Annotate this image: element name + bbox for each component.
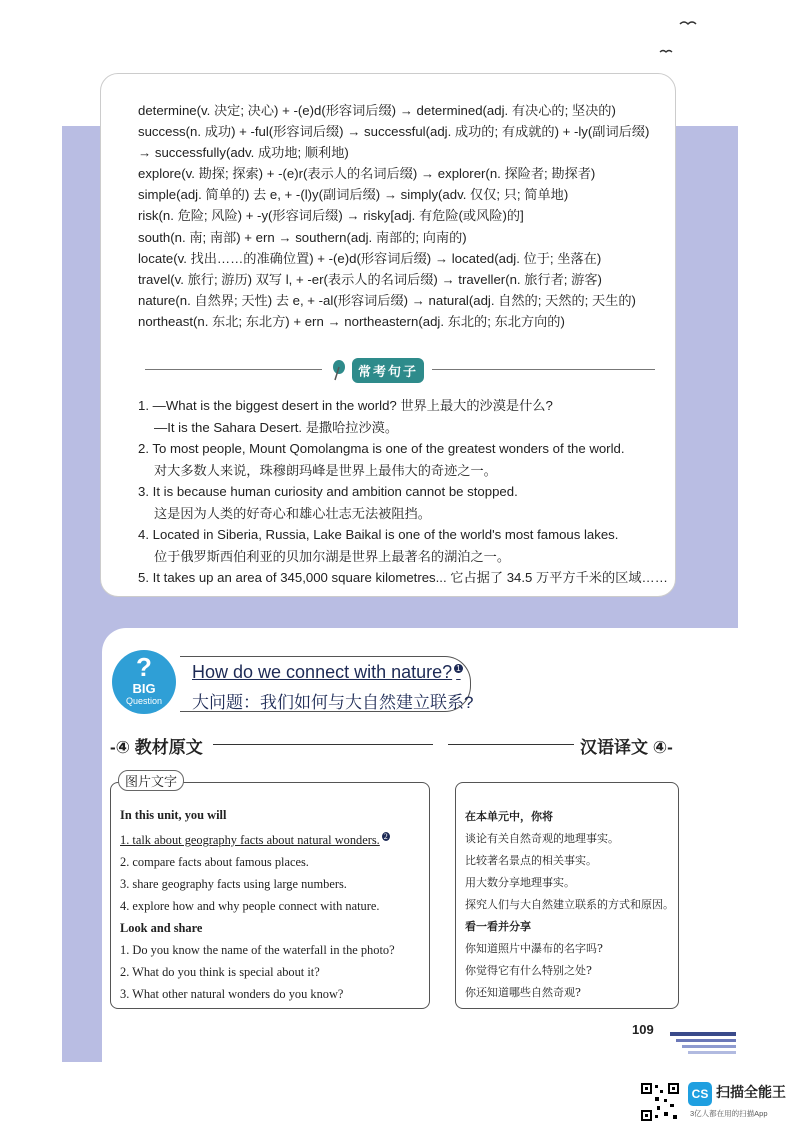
- vocab-line: south(n. 南; 南部) + ern → southern(adj. 南部的; 向南的): [138, 229, 467, 245]
- sentence-zh: 对大多数人来说，珠穆朗玛峰是世界上最伟大的奇迹之一。: [154, 462, 497, 478]
- original-text: [120, 804, 430, 1005]
- translation-line: 谈论有关自然奇观的地理事实。: [465, 832, 619, 845]
- translation-line: 用大数分享地理事实。: [465, 876, 575, 889]
- sentence-en: 3. It is because human curiosity and ambition cannot be stopped.: [138, 484, 518, 499]
- sentence-zh: —It is the Sahara Desert. 是撒哈拉沙漠。: [154, 419, 399, 435]
- vocab-line: locate(v. 找出……的准确位置) + -(e)d(形容词后缀) → located(adj. 位于; 坐落在): [138, 250, 602, 266]
- sentence-zh: 这是因为人类的好奇心和雄心壮志无法被阻挡。: [154, 505, 431, 521]
- sentence-item: [138, 524, 678, 567]
- vocab-line: explore(v. 勘探; 探索) + -(e)r(表示人的名词后缀) → explorer(n. 探险者; 勘探者): [138, 166, 596, 182]
- vocab-line: risk(n. 危险; 风险) + -y(形容词后缀) → risky[adj. 有危险(或风险)的]: [138, 208, 524, 224]
- heading-rule-left: [213, 744, 433, 745]
- common-sentences-badge: [322, 357, 432, 383]
- camscanner-logo: CS: [688, 1082, 712, 1106]
- vocab-line: nature(n. 自然界; 天性) 去 e, + -al(形容词后缀) → natural(adj. 自然的; 天然的; 天生的): [138, 292, 636, 308]
- translation-line: 在本单元中，你将: [465, 810, 553, 823]
- translation-line: 你知道照片中瀑布的名字吗?: [465, 942, 603, 955]
- note-marker: 2: [383, 832, 388, 841]
- page-corner-stripes: [670, 1024, 736, 1064]
- translation-line: 比较著名景点的相关事实。: [465, 854, 597, 867]
- big-question-subtitle: 大问题：我们如何与大自然建立联系?: [192, 693, 474, 712]
- sentence-list: [138, 395, 678, 589]
- camscanner-title: 扫描全能王: [716, 1084, 786, 1100]
- vocab-line: simple(adj. 简单的) 去 e, + -(l)y(副词后缀) → simply(adv. 仅仅; 只; 简单地): [138, 187, 569, 203]
- sentence-en: 1. —What is the biggest desert in the world? 世界上最大的沙漠是什么?: [138, 398, 553, 413]
- look-share-heading: Look and share: [120, 921, 203, 936]
- sentence-item: [138, 567, 678, 589]
- translation-line: 你觉得它有什么特别之处?: [465, 964, 592, 977]
- vocab-line: success(n. 成功) + -ful(形容词后缀) → successful(adj. 成功的; 有成就的) + -ly(副词后缀): [138, 124, 650, 140]
- sentence-item: [138, 481, 678, 524]
- sentence-item: [138, 395, 678, 438]
- sentence-en: 5. It takes up an area of 345,000 square kilometres... 它占据了 34.5 万平方千米的区域……: [138, 570, 668, 585]
- original-text-heading: -④ 教材原文: [110, 738, 203, 757]
- question-mark: ?: [136, 652, 152, 682]
- list-item: [120, 826, 430, 851]
- translation-heading: 汉语译文 ④-: [580, 738, 673, 757]
- list-item: 2. compare facts about famous places.: [120, 855, 309, 870]
- big-question-title-text: How do we connect with nature?: [192, 662, 453, 682]
- list-item: 4. explore how and why people connect with nature.: [120, 899, 380, 914]
- vocab-list: [138, 100, 678, 332]
- big-question-title: [192, 662, 463, 683]
- list-item: 3. share geography facts using large numbers.: [120, 877, 347, 892]
- vocab-line: → successfully(adv. 成功地; 顺利地): [138, 145, 349, 161]
- feather-icon: [330, 359, 348, 381]
- sentence-en: 2. To most people, Mount Qomolangma is one of the greatest wonders of the world.: [138, 441, 625, 456]
- sentence-zh: 位于俄罗斯西伯利亚的贝加尔湖是世界上最著名的湖泊之一。: [154, 548, 511, 564]
- camscanner-subtitle: 3亿人都在用的扫描App: [690, 1109, 768, 1118]
- big-question-icon: [112, 650, 176, 714]
- translation-text: [465, 806, 677, 1004]
- translation-line: 看一看并分享: [465, 920, 531, 933]
- vocab-line: northeast(n. 东北; 东北方) + ern → northeastern(adj. 东北的; 东北方向的): [138, 313, 565, 329]
- vocab-line: travel(v. 旅行; 游历) 双写 l, + -er(表示人的名词后缀) → traveller(n. 旅行者; 游客): [138, 271, 602, 287]
- list-item-text: 1. talk about geography facts about natural wonders.: [120, 833, 380, 848]
- sentence-item: [138, 438, 678, 481]
- list-item: 1. Do you know the name of the waterfall in the photo?: [120, 943, 395, 958]
- translation-line: 探究人们与大自然建立联系的方式和原因。: [465, 898, 674, 911]
- vocab-line: determine(v. 决定; 决心) + -(e)d(形容词后缀) → determined(adj. 有决心的; 坚决的): [138, 103, 616, 118]
- question-label: Question: [125, 696, 163, 706]
- birds-illustration: [620, 12, 730, 82]
- note-marker: 1: [456, 664, 461, 673]
- translation-line: 你还知道哪些自然奇观?: [465, 986, 581, 999]
- unit-intro-heading: In this unit, you will: [120, 808, 227, 822]
- image-text-label: 图片文字: [118, 770, 184, 791]
- badge-label: 常考句子: [352, 358, 424, 383]
- list-item: 2. What do you think is special about it?: [120, 965, 320, 980]
- qr-code-icon[interactable]: [640, 1082, 680, 1122]
- sentence-en: 4. Located in Siberia, Russia, Lake Baikal is one of the world's most famous lakes.: [138, 527, 619, 542]
- big-label: BIG: [132, 681, 156, 696]
- list-item: 3. What other natural wonders do you know?: [120, 987, 344, 1002]
- page-number: 109: [632, 1022, 654, 1037]
- heading-rule-right: [448, 744, 574, 745]
